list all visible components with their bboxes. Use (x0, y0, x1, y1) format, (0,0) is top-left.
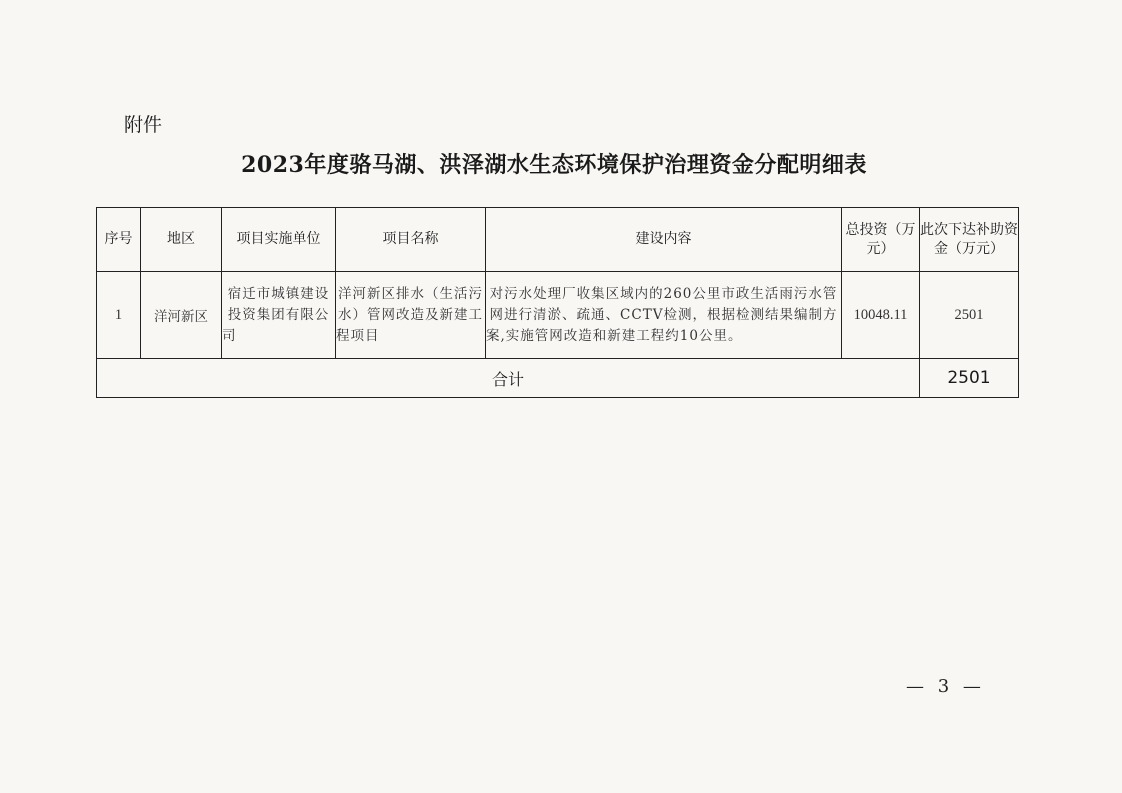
page-number: — 3 — (906, 676, 985, 697)
table-row (97, 272, 1019, 359)
header-unit: 项目实施单位 (222, 208, 336, 272)
cell-project: 洋河新区排水（生活污水）管网改造及新建工程项目 (336, 272, 486, 359)
header-total-investment: 总投资（万元） (842, 208, 920, 272)
cell-subsidy: 2501 (920, 272, 1019, 359)
total-label: 合计 (97, 359, 920, 398)
cell-content: 对污水处理厂收集区域内的260公里市政生活雨污水管网进行清淤、疏通、CCTV检测，根据检测结果编制方案,实施管网改造和新建工程约10公里。 (486, 272, 842, 359)
document-title: 2023年度骆马湖、洪泽湖水生态环境保护治理资金分配明细表 (241, 152, 867, 178)
table-total-row (97, 359, 1019, 398)
header-content: 建设内容 (486, 208, 842, 272)
header-seq: 序号 (97, 208, 141, 272)
total-value: 2501 (920, 359, 1019, 398)
header-region: 地区 (141, 208, 222, 272)
header-project: 项目名称 (336, 208, 486, 272)
attachment-label: 附件 (124, 114, 163, 136)
cell-region: 洋河新区 (141, 272, 222, 359)
cell-unit: 宿迁市城镇建设投资集团有限公司 (222, 272, 336, 359)
table-header-row (97, 208, 1019, 272)
header-subsidy: 此次下达补助资金（万元） (920, 208, 1019, 272)
fund-allocation-table (96, 207, 1019, 398)
cell-seq: 1 (97, 272, 141, 359)
cell-total-investment: 10048.11 (842, 272, 920, 359)
